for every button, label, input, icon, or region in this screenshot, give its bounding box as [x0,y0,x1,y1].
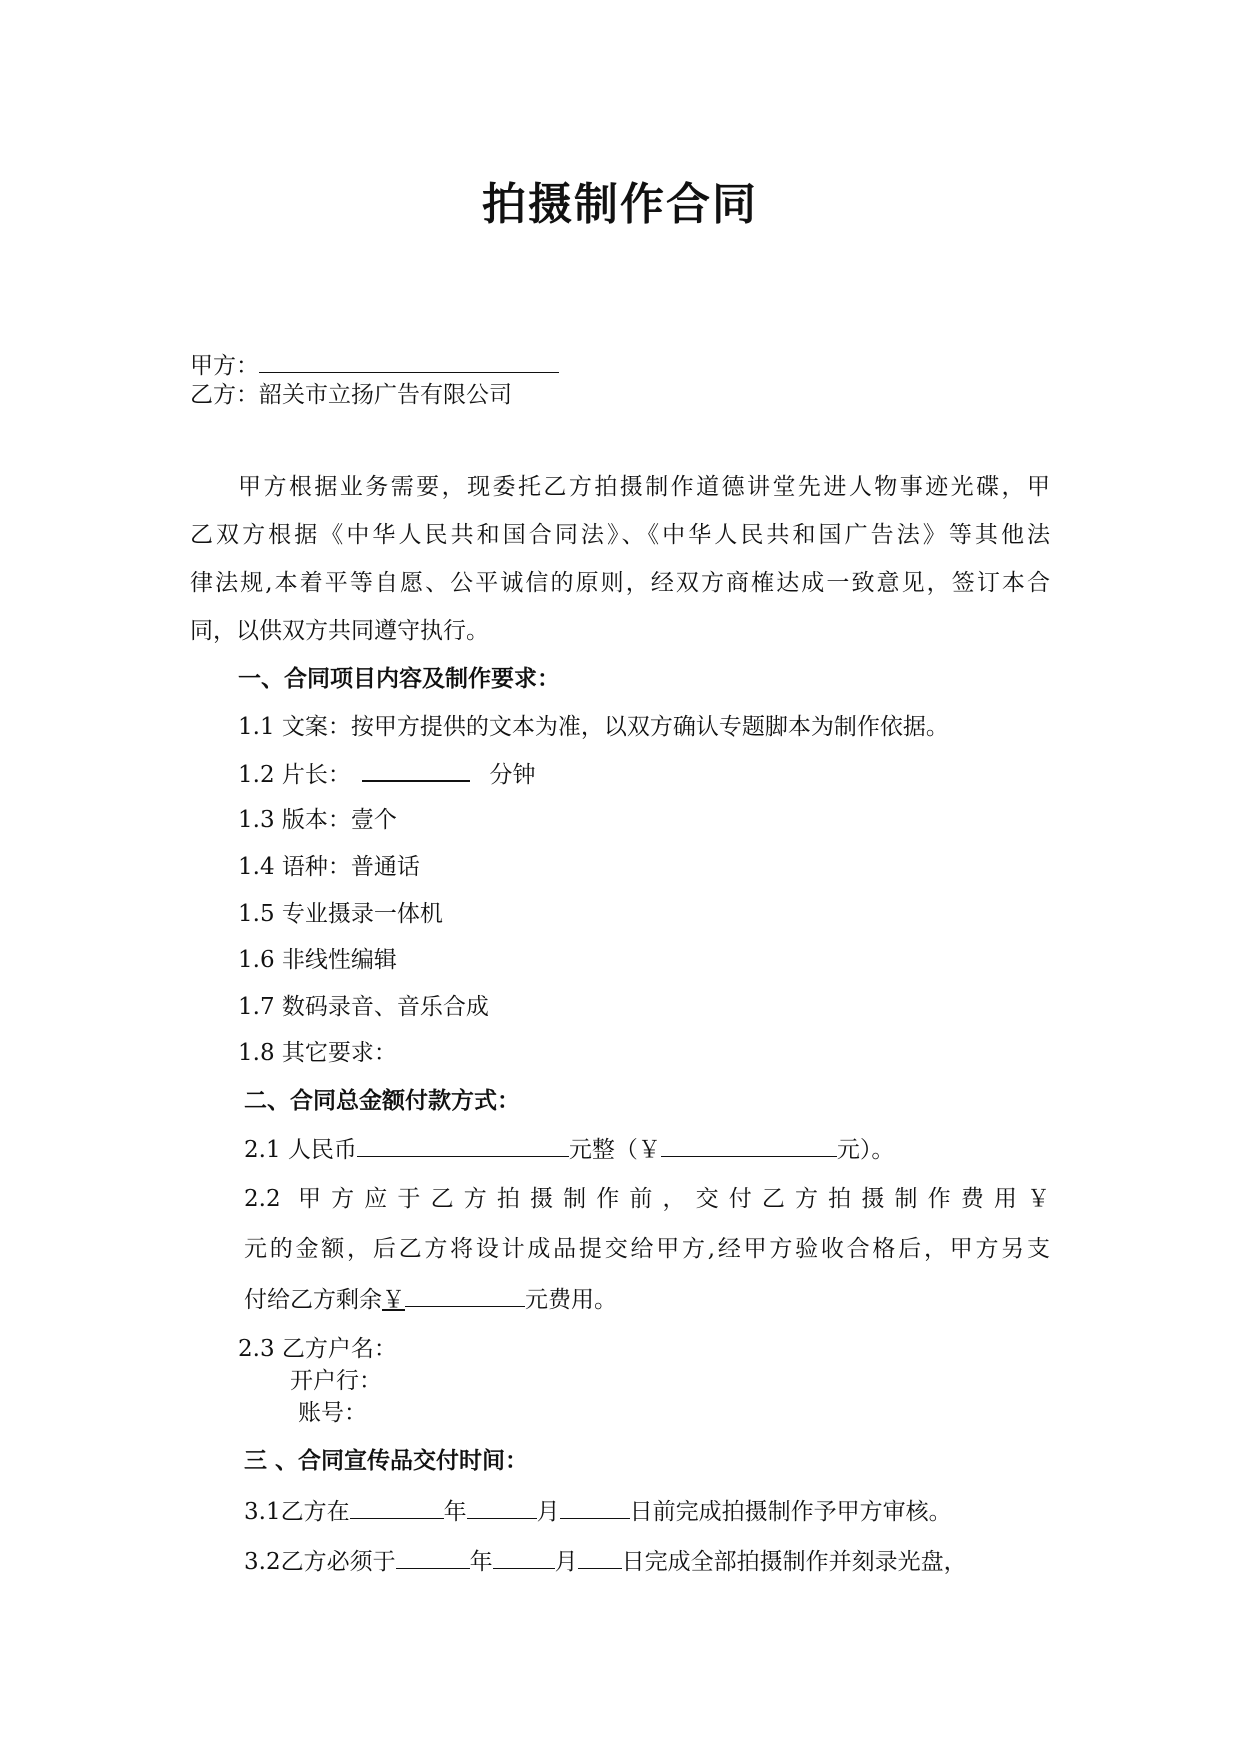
yen-sign: ￥ [382,1287,405,1313]
item-1-5: 1.5 专业摄录一体机 [238,901,443,927]
intro-line-3: 律法规,本着平等自愿、公平诚信的原则，经双方商榷达成一致意见，签订本合 [190,570,1050,596]
item-2-1 [244,1134,894,1165]
item-3-1-label: 3.1乙方在 [244,1499,350,1525]
account-name-line: 2.3 乙方户名： [238,1336,397,1362]
item-3-2 [244,1546,967,1577]
item-1-8: 1.8 其它要求： [238,1040,397,1066]
item-1-7: 1.7 数码录音、音乐合成 [238,994,489,1020]
item-1-6: 1.6 非线性编辑 [238,947,397,973]
party-b-line [190,380,512,410]
review-year-blank [350,1496,444,1519]
bank-line: 开户行： [290,1368,382,1394]
item-2-2-line-3 [244,1284,617,1315]
item-1-4: 1.4 语种：普通话 [238,854,420,880]
item-3-1-month: 月 [536,1499,560,1525]
item-2-2-remain-label: 付给乙方剩余 [244,1287,382,1313]
intro-line-1: 甲方根据业务需要，现委托乙方拍摄制作道德讲堂先进人物事迹光碟，甲 [238,474,1050,500]
party-a-blank [259,350,559,373]
document-title: 拍摄制作合同 [482,179,758,230]
delivery-year-blank [396,1546,470,1569]
item-1-2 [238,758,536,790]
item-2-1-mid: 元整（￥ [568,1137,661,1163]
account-number-line: 账号： [298,1400,367,1426]
section1-heading: 一、合同项目内容及制作要求： [238,666,560,692]
item-2-2-remain-end: 元费用。 [525,1287,617,1313]
item-3-1 [244,1496,952,1527]
intro-line-4: 同，以供双方共同遵守执行。 [190,618,489,644]
item-1-3: 1.3 版本：壹个 [238,807,397,833]
item-1-1: 1.1 文案：按甲方提供的文本为准，以双方确认专题脚本为制作依据。 [238,714,949,740]
item-2-2-line-2: 元的金额，后乙方将设计成品提交给甲方,经甲方验收合格后，甲方另支 [244,1236,1050,1262]
amount-words-blank [357,1134,569,1157]
item-2-1-label: 2.1 人民币 [244,1137,357,1163]
item-3-2-month: 月 [554,1549,578,1575]
item-3-2-label: 3.2乙方必须于 [244,1549,396,1575]
duration-blank [362,758,470,782]
item-3-2-day: 日完成全部拍摄制作并刻录光盘， [621,1549,967,1575]
review-day-blank [560,1496,630,1519]
section2-heading: 二、合同总金额付款方式： [244,1088,520,1114]
delivery-day-blank [578,1546,622,1569]
item-3-1-day: 日前完成拍摄制作予甲方审核。 [629,1499,952,1525]
item-3-2-year: 年 [469,1549,493,1575]
party-b-name: 韶关市立扬广告有限公司 [259,382,512,408]
item-1-2-unit: 分钟 [489,762,536,788]
remaining-amount-blank [405,1284,525,1307]
party-a-label: 甲方： [190,353,259,379]
item-2-1-end: 元）。 [836,1137,895,1163]
review-month-blank [467,1496,537,1519]
intro-line-2: 乙双方根据《中华人民共和国合同法》、《中华人民共和国广告法》等其他法 [190,522,1050,548]
amount-number-blank [661,1134,837,1157]
delivery-month-blank [493,1546,555,1569]
item-2-2-line-1: 2.2 甲方应于乙方拍摄制作前，交付乙方拍摄制作费用￥ [244,1186,1050,1212]
party-a-line [190,350,559,381]
item-1-2-label: 1.2 片长： [238,762,351,788]
item-3-1-year: 年 [443,1499,467,1525]
party-b-label: 乙方： [190,382,259,408]
section3-heading: 三 、合同宣传品交付时间： [244,1448,529,1474]
